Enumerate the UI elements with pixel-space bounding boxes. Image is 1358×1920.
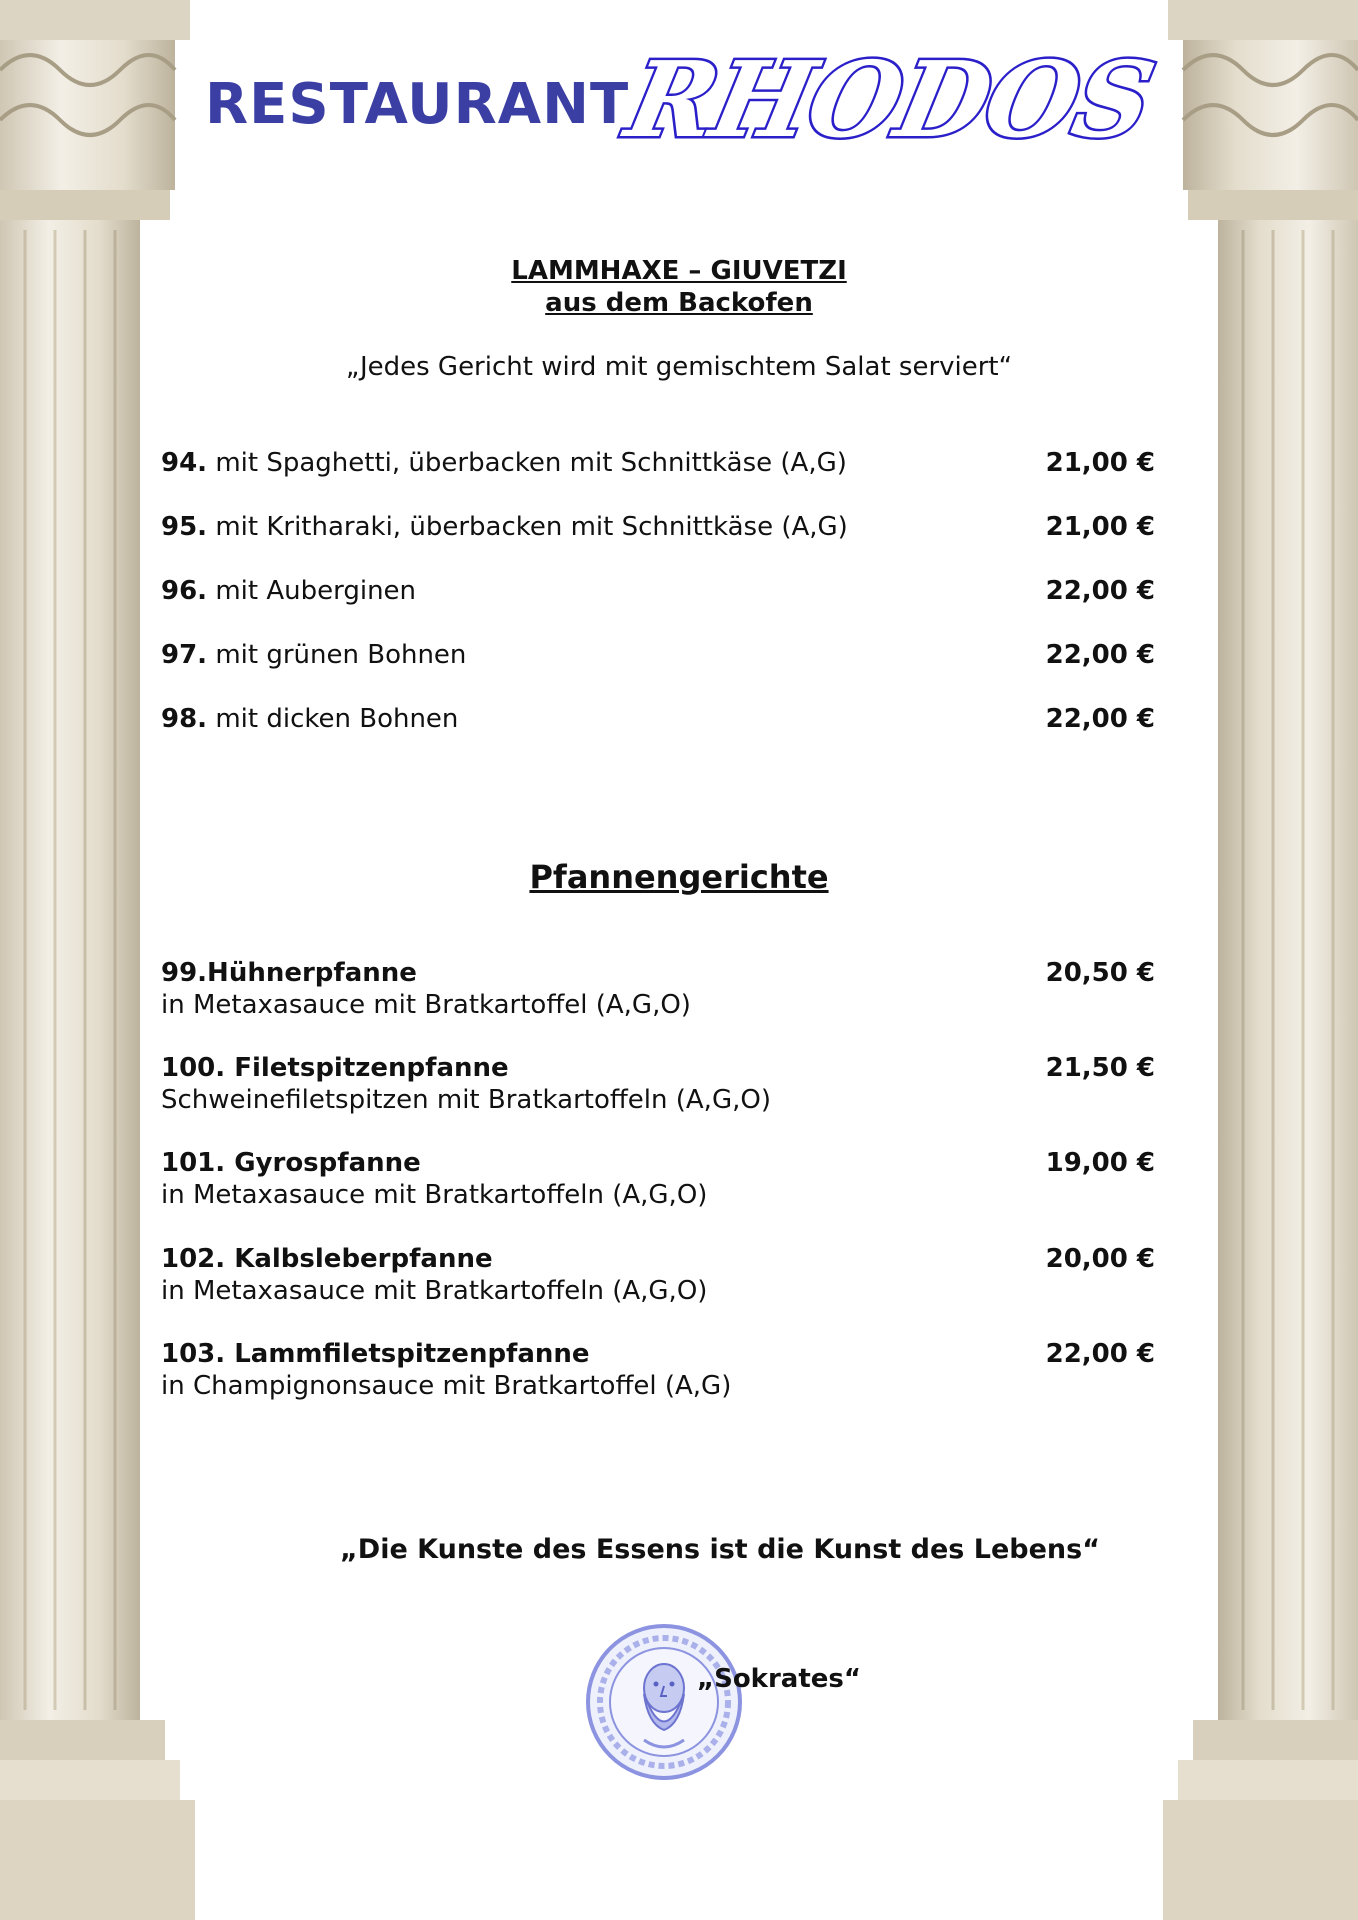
menu-item: [161, 640, 1155, 670]
brand-word: RESTAURANT: [205, 72, 630, 137]
dish-description: in Champignonsauce mit Bratkartoffel (A,G): [161, 1371, 732, 1401]
dish-description: in Metaxasauce mit Bratkartoffeln (A,G,O): [161, 1180, 708, 1210]
footer-quote: „Die Kunste des Essens ist die Kunst des Lebens“: [340, 1534, 1100, 1565]
item-text: mit dicken Bohnen: [215, 704, 459, 734]
menu-item: [161, 512, 1155, 542]
item-price: 21,00 €: [1045, 448, 1155, 478]
menu-item: [161, 576, 1155, 606]
section-title: Pfannengerichte: [529, 858, 829, 896]
dish-item: [161, 958, 1155, 1020]
item-number: 98.: [161, 704, 208, 734]
dish-price: 21,50 €: [1045, 1053, 1155, 1083]
menu-item: [161, 448, 1155, 478]
dish-name: 100. Filetspitzenpfanne: [161, 1053, 509, 1083]
item-text: mit Auberginen: [215, 576, 417, 606]
section-subtitle: aus dem Backofen: [545, 288, 813, 318]
item-number: 94.: [161, 448, 208, 478]
item-number: 95.: [161, 512, 208, 542]
dish-description: in Metaxasauce mit Bratkartoffeln (A,G,O): [161, 1276, 708, 1306]
dish-item: [161, 1244, 1155, 1306]
dish-price: 22,00 €: [1045, 1339, 1155, 1369]
dish-name: 99.Hühnerpfanne: [161, 958, 417, 988]
item-price: 22,00 €: [1045, 576, 1155, 606]
item-number: 96.: [161, 576, 208, 606]
menu-item: [161, 704, 1155, 734]
dish-price: 20,00 €: [1045, 1244, 1155, 1274]
dish-description: Schweinefiletspitzen mit Bratkartoffeln (A,G,O): [161, 1085, 771, 1115]
item-price: 22,00 €: [1045, 704, 1155, 734]
dish-item: [161, 1148, 1155, 1210]
dish-name: 103. Lammfiletspitzenpfanne: [161, 1339, 590, 1369]
socrates-portrait-medallion-icon: [584, 1622, 744, 1782]
item-text: mit Spaghetti, überbacken mit Schnittkäse (A,G): [215, 448, 847, 478]
quote-author: „Sokrates“: [697, 1664, 861, 1694]
section-note: „Jedes Gericht wird mit gemischtem Salat serviert“: [345, 352, 1013, 382]
item-price: 21,00 €: [1045, 512, 1155, 542]
item-price: 22,00 €: [1045, 640, 1155, 670]
dish-name: 102. Kalbsleberpfanne: [161, 1244, 493, 1274]
dish-description: in Metaxasauce mit Bratkartoffel (A,G,O): [161, 990, 691, 1020]
item-number: 97.: [161, 640, 208, 670]
dish-item: [161, 1339, 1155, 1401]
dish-item: [161, 1053, 1155, 1115]
section-title: LAMMHAXE – GIUVETZI: [511, 256, 847, 286]
dish-price: 19,00 €: [1045, 1148, 1155, 1178]
dish-price: 20,50 €: [1045, 958, 1155, 988]
brand-logo-name: RHODOS: [616, 38, 1163, 161]
item-text: mit Kritharaki, überbacken mit Schnittkäse (A,G): [215, 512, 848, 542]
dish-name: 101. Gyrospfanne: [161, 1148, 421, 1178]
item-text: mit grünen Bohnen: [215, 640, 467, 670]
